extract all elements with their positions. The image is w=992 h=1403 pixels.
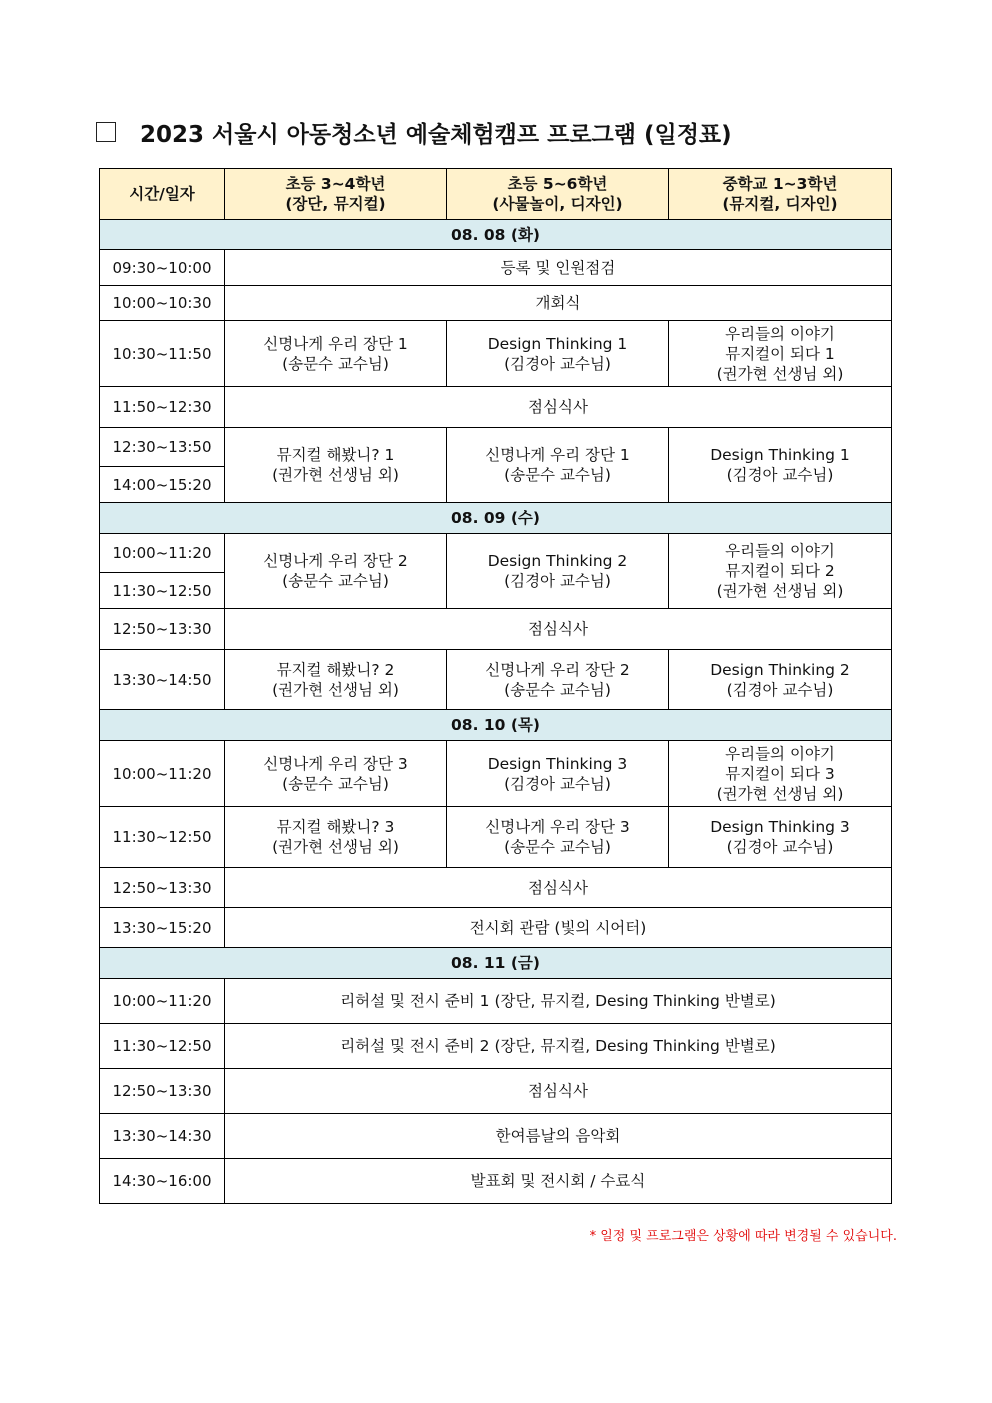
table-row: [100, 1159, 892, 1204]
activity-cell: 개회식: [225, 286, 892, 321]
schedule-table: [99, 168, 892, 1204]
time-cell: 10:00~10:30: [100, 286, 225, 321]
time-cell: 10:00~11:20: [100, 741, 225, 807]
table-row: [100, 807, 892, 868]
activity-cell: 리허설 및 전시 준비 1 (장단, 뮤지컬, Desing Thinking 반별로): [225, 979, 892, 1024]
activity-cell: Design Thinking 1 (김경아 교수님): [669, 428, 892, 503]
table-row: [100, 650, 892, 710]
time-cell: 10:00~11:20: [100, 534, 225, 573]
time-cell: 11:30~12:50: [100, 807, 225, 868]
table-row: [100, 1024, 892, 1069]
date-row: [100, 503, 892, 534]
table-row: [100, 868, 892, 908]
table-row: [100, 428, 892, 467]
time-cell: 13:30~14:50: [100, 650, 225, 710]
footnote: * 일정 및 프로그램은 상황에 따라 변경될 수 있습니다.: [589, 1229, 897, 1244]
header-col2-line1: 초등 5~6학년: [507, 175, 608, 193]
activity-cell: 점심식사: [225, 1069, 892, 1114]
header-col1-line1: 초등 3~4학년: [285, 175, 386, 193]
activity-cell: 점심식사: [225, 387, 892, 428]
time-cell: 14:30~16:00: [100, 1159, 225, 1204]
activity-cell: 한여름날의 음악회: [225, 1114, 892, 1159]
activity-cell: 전시회 관람 (빛의 시어터): [225, 908, 892, 948]
table-row: [100, 286, 892, 321]
checkbox-icon: [96, 122, 116, 142]
activity-cell: 신명나게 우리 장단 1 (송문수 교수님): [447, 428, 669, 503]
activity-cell: 뮤지컬 해봤니? 2 (권가현 선생님 외): [225, 650, 447, 710]
date-row: [100, 220, 892, 250]
header-col2-line2: (사물놀이, 디자인): [492, 195, 623, 213]
time-cell: 10:30~11:50: [100, 321, 225, 387]
activity-cell: 뮤지컬 해봤니? 1 (권가현 선생님 외): [225, 428, 447, 503]
title-row: [96, 114, 732, 150]
table-row: [100, 387, 892, 428]
time-cell: 11:30~12:50: [100, 1024, 225, 1069]
activity-cell: Design Thinking 3 (김경아 교수님): [447, 741, 669, 807]
table-row: [100, 908, 892, 948]
date-row: [100, 710, 892, 741]
time-cell: 12:50~13:30: [100, 609, 225, 650]
time-cell: 12:30~13:50: [100, 428, 225, 467]
time-cell: 12:50~13:30: [100, 868, 225, 908]
header-time: 시간/일자: [100, 169, 225, 220]
activity-cell: 신명나게 우리 장단 3 (송문수 교수님): [225, 741, 447, 807]
time-cell: 13:30~14:30: [100, 1114, 225, 1159]
activity-cell: Design Thinking 2 (김경아 교수님): [447, 534, 669, 609]
activity-cell: 점심식사: [225, 868, 892, 908]
table-row: [100, 979, 892, 1024]
activity-cell: 신명나게 우리 장단 2 (송문수 교수님): [225, 534, 447, 609]
header-col3-line1: 중학교 1~3학년: [722, 175, 838, 193]
activity-cell: 등록 및 인원점검: [225, 250, 892, 286]
date-label: 08. 08 (화): [100, 220, 892, 250]
header-col3-line2: (뮤지컬, 디자인): [722, 195, 838, 213]
date-label: 08. 11 (금): [100, 948, 892, 979]
activity-cell: 리허설 및 전시 준비 2 (장단, 뮤지컬, Desing Thinking 반별로): [225, 1024, 892, 1069]
time-cell: 12:50~13:30: [100, 1069, 225, 1114]
activity-cell: Design Thinking 1 (김경아 교수님): [447, 321, 669, 387]
header-row: [100, 169, 892, 220]
date-label: 08. 10 (목): [100, 710, 892, 741]
date-label: 08. 09 (수): [100, 503, 892, 534]
page-title: 2023 서울시 아동청소년 예술체험캠프 프로그램 (일정표): [140, 121, 732, 148]
table-row: [100, 1114, 892, 1159]
date-row: [100, 948, 892, 979]
activity-cell: Design Thinking 2 (김경아 교수님): [669, 650, 892, 710]
time-cell: 13:30~15:20: [100, 908, 225, 948]
table-row: [100, 250, 892, 286]
activity-cell: 뮤지컬 해봤니? 3 (권가현 선생님 외): [225, 807, 447, 868]
table-row: [100, 609, 892, 650]
table-row: [100, 321, 892, 387]
header-col2: [447, 169, 669, 220]
activity-cell: 신명나게 우리 장단 3 (송문수 교수님): [447, 807, 669, 868]
time-cell: 11:50~12:30: [100, 387, 225, 428]
activity-cell: 우리들의 이야기 뮤지컬이 되다 3 (권가현 선생님 외): [669, 741, 892, 807]
header-col3: [669, 169, 892, 220]
activity-cell: 신명나게 우리 장단 1 (송문수 교수님): [225, 321, 447, 387]
activity-cell: 발표회 및 전시회 / 수료식: [225, 1159, 892, 1204]
table-row: [100, 534, 892, 573]
time-cell: 11:30~12:50: [100, 573, 225, 609]
table-row: [100, 1069, 892, 1114]
time-cell: 10:00~11:20: [100, 979, 225, 1024]
activity-cell: 점심식사: [225, 609, 892, 650]
header-col1-line2: (장단, 뮤지컬): [285, 195, 386, 213]
time-cell: 14:00~15:20: [100, 467, 225, 503]
header-col1: [225, 169, 447, 220]
activity-cell: 우리들의 이야기 뮤지컬이 되다 1 (권가현 선생님 외): [669, 321, 892, 387]
time-cell: 09:30~10:00: [100, 250, 225, 286]
activity-cell: Design Thinking 3 (김경아 교수님): [669, 807, 892, 868]
table-row: [100, 741, 892, 807]
activity-cell: 신명나게 우리 장단 2 (송문수 교수님): [447, 650, 669, 710]
activity-cell: 우리들의 이야기 뮤지컬이 되다 2 (권가현 선생님 외): [669, 534, 892, 609]
